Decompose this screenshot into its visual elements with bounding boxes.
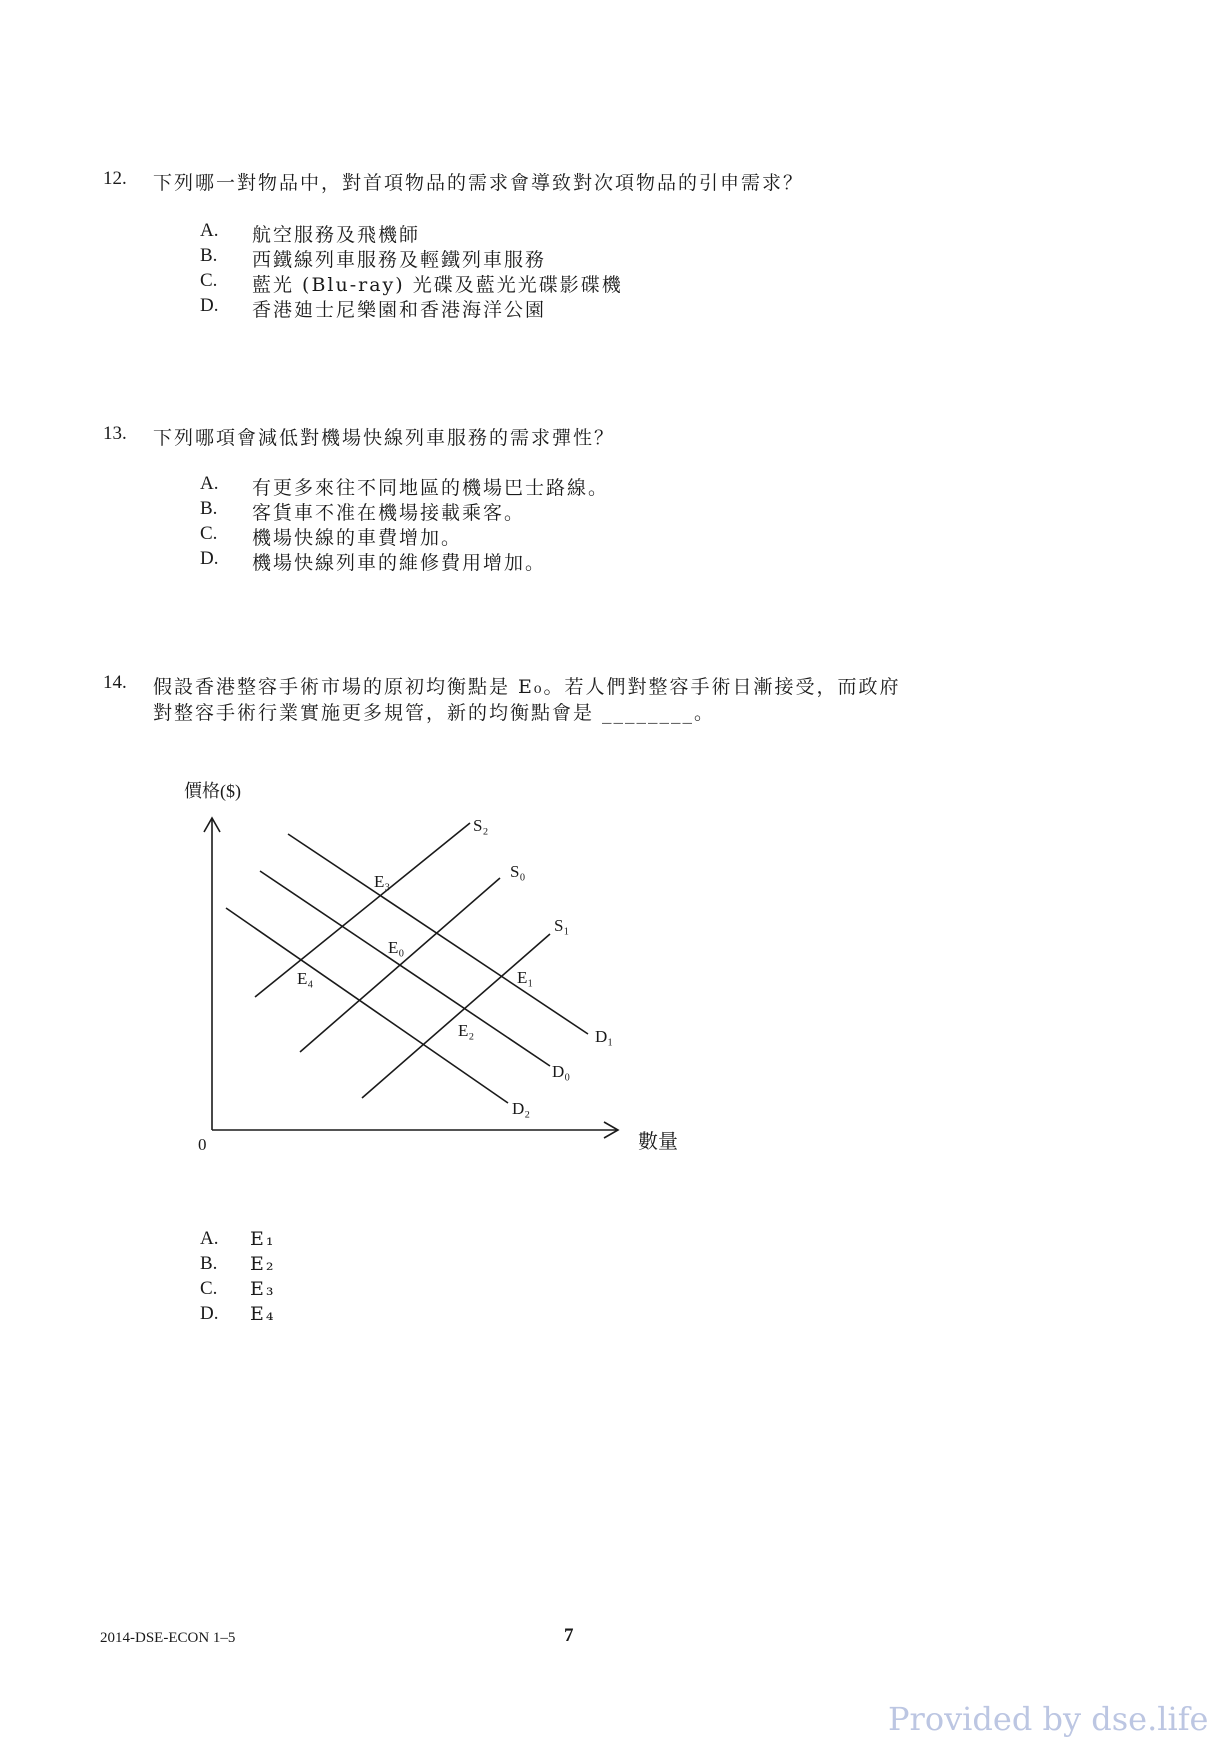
- y-axis-label: 價格($): [184, 781, 241, 801]
- point-e4: E₄: [297, 969, 314, 988]
- point-e2: E₂: [458, 1021, 475, 1040]
- option-text: 航空服務及飛機師: [252, 224, 421, 246]
- option-label: A.: [200, 1228, 219, 1249]
- label-d2: D₂: [512, 1099, 531, 1118]
- option-label: A.: [200, 473, 219, 494]
- question-number: 12.: [103, 168, 127, 189]
- point-e3: E₃: [374, 872, 391, 891]
- option-label: C.: [200, 270, 218, 291]
- page-number: 7: [564, 1625, 574, 1646]
- option-label: C.: [200, 1278, 218, 1299]
- question-number: 13.: [103, 423, 127, 444]
- option-text: E₂: [250, 1253, 276, 1275]
- option-text: 西鐵線列車服務及輕鐵列車服務: [252, 249, 547, 271]
- option-text: 香港廸士尼樂園和香港海洋公園: [252, 299, 547, 321]
- question-text: 假設香港整容手術市場的原初均衡點是 E₀。若人們對整容手術日漸接受，而政府: [153, 676, 901, 698]
- x-axis-label: 數量: [638, 1131, 678, 1153]
- question-text: 下列哪項會減低對機場快線列車服務的需求彈性？: [153, 427, 616, 449]
- label-s1: S₁: [554, 916, 570, 935]
- exam-code: 2014-DSE-ECON 1–5: [100, 1630, 236, 1646]
- label-d1: D₁: [595, 1027, 614, 1046]
- point-e0: E₀: [388, 938, 405, 957]
- question-number: 14.: [103, 672, 127, 693]
- label-s2: S₂: [473, 816, 489, 835]
- option-text: 機場快線列車的維修費用增加。: [252, 552, 547, 574]
- option-text: E₃: [250, 1278, 276, 1300]
- option-label: B.: [200, 245, 218, 266]
- option-label: D.: [200, 295, 219, 316]
- option-label: B.: [200, 498, 218, 519]
- watermark: Provided by dse.life: [888, 1700, 1209, 1738]
- question-text: 下列哪一對物品中，對首項物品的需求會導致對次項物品的引申需求？: [153, 172, 805, 194]
- demand-curve-d2: [226, 908, 508, 1103]
- option-label: C.: [200, 523, 218, 544]
- option-text: 有更多來往不同地區的機場巴士路線。: [252, 477, 610, 499]
- origin-label: 0: [198, 1135, 207, 1154]
- option-text: 客貨車不准在機場接載乘客。: [252, 502, 526, 524]
- point-e1: E₁: [517, 968, 534, 987]
- question-text: 對整容手術行業實施更多規管，新的均衡點會是 ________。: [153, 702, 716, 724]
- option-label: B.: [200, 1253, 218, 1274]
- option-text: 藍光 (Blu-ray) 光碟及藍光光碟影碟機: [252, 274, 623, 296]
- supply-curve-s2: [255, 823, 470, 997]
- option-text: E₄: [250, 1303, 276, 1325]
- label-s0: S₀: [510, 862, 526, 881]
- option-label: D.: [200, 548, 219, 569]
- option-text: 機場快線的車費增加。: [252, 527, 463, 549]
- option-text: E₁: [250, 1228, 276, 1250]
- option-label: A.: [200, 220, 219, 241]
- label-d0: D₀: [552, 1062, 571, 1081]
- option-label: D.: [200, 1303, 219, 1324]
